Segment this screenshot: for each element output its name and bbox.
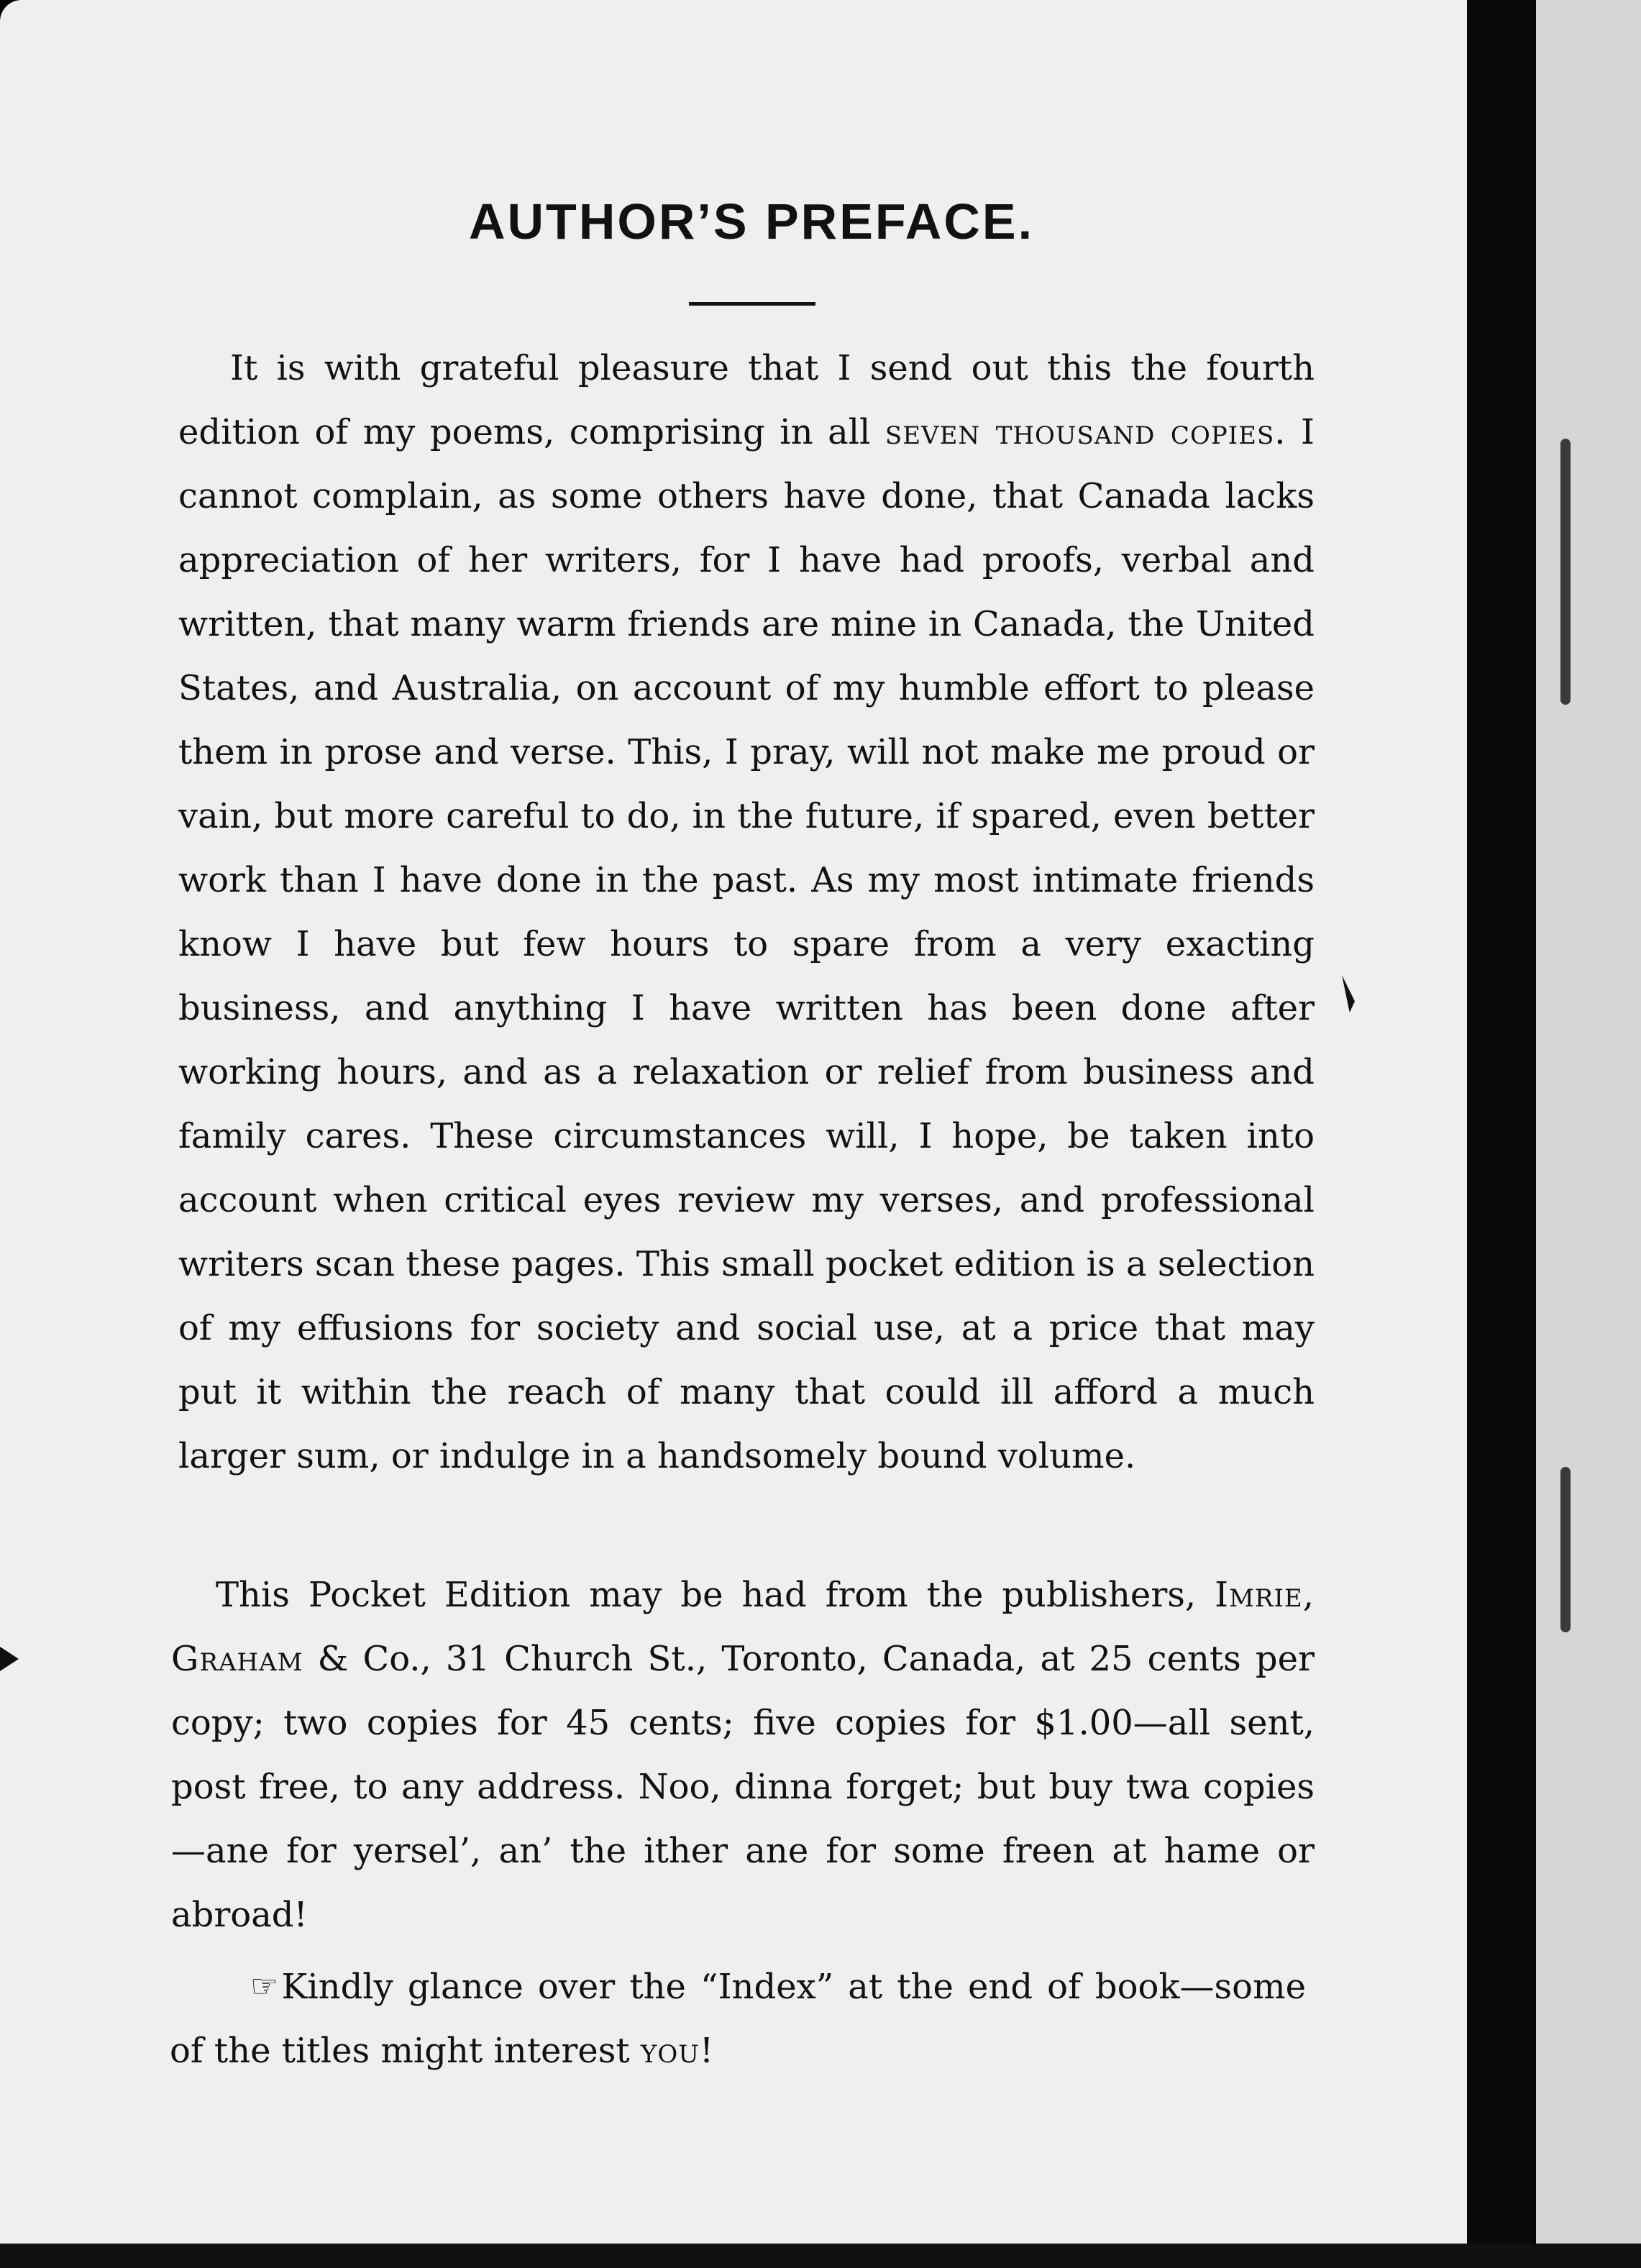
pointing-hand-icon: ☞ — [250, 1968, 279, 2005]
p1-text-b: I cannot complain, as some others have done, that Canada lacks appreciation of her writers, for I have had proofs, verbal and written, that many warm friends are mine in Canada, the United States, and Australia, on account of my humble effort to please them in prose and verse. This, I pray, will not make me proud or vain, but more careful to do, in the future, if spared, even better work than I have done in the past. As my most intimate friends know I have but few hours to spare from a very exacting business, and anything I have written has been done after working hours, and as a relaxation or relief from business and family cares. These circumstances will, I hope, be taken into account when critical eyes review my verses, and professional writers scan these pages. This small pocket edition is a selection of my effusions for society and social use, at a price that may put it within the reach of many that could ill afford a much larger sum, or indulge in a handsomely bound volume. — [178, 412, 1315, 1476]
bottom-shadow — [0, 2244, 1641, 2268]
page-title: AUTHOR’S PREFACE. — [468, 193, 1035, 250]
p1-text-a: It is with grateful pleasure that I send out this the fourth edition of my poems, comprising in all — [178, 348, 1315, 452]
next-leaf-edge — [1532, 0, 1641, 2268]
title-rule — [689, 302, 815, 306]
p3-text-b: ! — [699, 2031, 714, 2071]
binding-strip — [1560, 1467, 1571, 1632]
paragraph-3 — [170, 1954, 1306, 2083]
p2-publisher-name: Imrie, Graham — [171, 1575, 1315, 1679]
p3-text-a: Kindly glance over the “Index” at the end of book—some of the titles might interest — [170, 1967, 1306, 2071]
binding-strip — [1560, 439, 1571, 705]
book-spine — [1467, 0, 1532, 2268]
paragraph-2 — [171, 1563, 1315, 1947]
p1-small-caps: seven thousand copies. — [885, 412, 1286, 452]
paragraph-1 — [178, 337, 1315, 1489]
p2-text-b: & Co., 31 Church St., Toronto, Canada, at 25 cents per copy; two copies for 45 cents; five copies for $1.00—all sent, post free, to any address. Noo, dinna forget; but buy twa copies—ane for yersel’, an’ the ither ane for some freen at hame or abroad! — [171, 1639, 1315, 1935]
p3-small-caps: you — [640, 2031, 700, 2071]
p2-text-a: This Pocket Edition may be had from the publishers, — [216, 1575, 1215, 1615]
